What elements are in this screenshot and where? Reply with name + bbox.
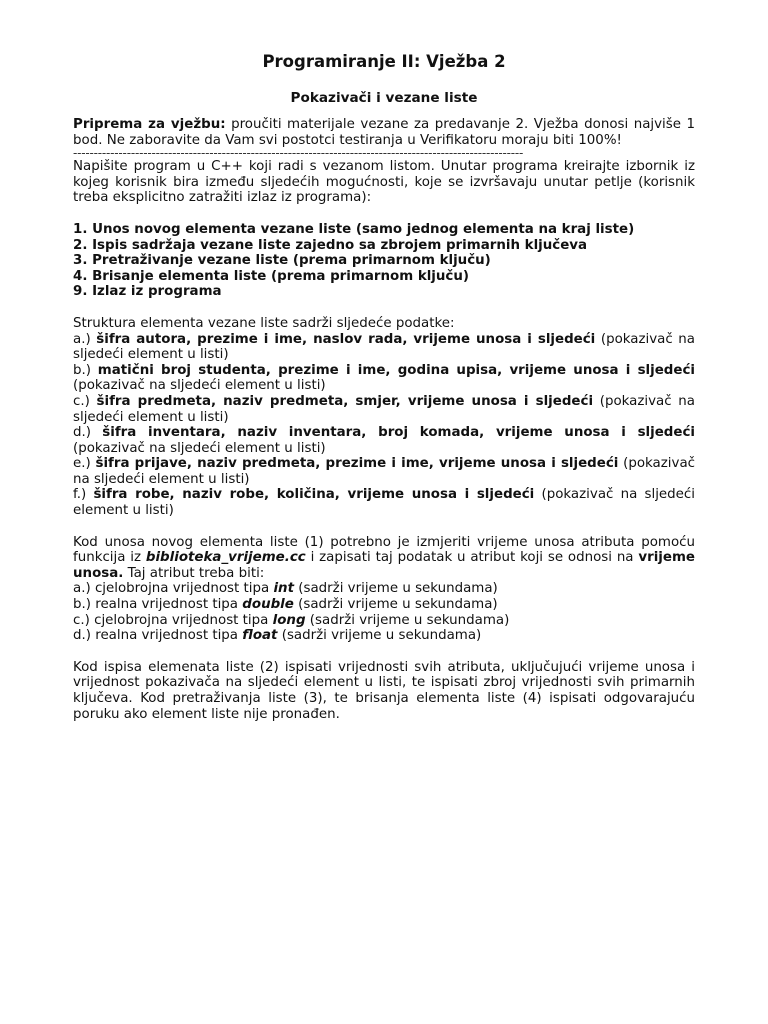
spacer	[73, 206, 695, 222]
type-variant: c.) cjelobrojna vrijednost tipa long (sadrži vrijeme u sekundama)	[73, 612, 510, 628]
preparation-label: Priprema za vježbu:	[73, 117, 226, 132]
type-variant: b.) realna vrijednost tipa double (sadrži vrijeme u sekundama)	[73, 597, 498, 613]
spacer	[73, 644, 695, 660]
type-variant: d.) realna vrijednost tipa float (sadrži vrijeme u sekundama)	[73, 628, 482, 644]
menu-option: 2. Ispis sadržaja vezane liste zajedno sa zbrojem primarnih ključeva	[73, 237, 588, 253]
page-title: Programiranje II: Vježba 2	[262, 52, 506, 71]
structure-intro: Struktura elementa vezane liste sadrži sljedeće podatke:	[73, 315, 455, 331]
menu-option: 9. Izlaz iz programa	[73, 284, 222, 300]
menu-option: 3. Pretraživanje vezane liste (prema primarnom ključu)	[73, 253, 491, 269]
output-requirements-paragraph: Kod ispisa elemenata liste (2) ispisati vrijednosti svih atributa, uključujući vrijeme unosa i vrijednost pokazivača na sljedeći element u listi, te ispisati zbroj vrijednosti svih primarnih ključeva. Kod pretraživanja liste (3), te brisanja elementa liste (4) ispisati odgovarajuću poruku ako element liste nije pronađen.	[73, 659, 695, 722]
menu-option: 4. Brisanje elementa liste (prema primarnom ključu)	[73, 268, 470, 284]
structure-variant: e.) šifra prijave, naziv predmeta, prezime i ime, vrijeme unosa i sljedeći (pokazivač na sljedeći element u listi)	[73, 456, 696, 487]
structure-variant: c.) šifra predmeta, naziv predmeta, smjer, vrijeme unosa i sljedeći (pokazivač na sljedeći element u listi)	[73, 393, 695, 425]
time-attribute-name: vrijeme unosa.	[73, 550, 695, 581]
structure-variant: a.) šifra autora, prezime i ime, naslov rada, vrijeme unosa i sljedeći (pokazivač na sljedeći element u listi)	[73, 331, 695, 363]
task-intro-paragraph: Napišite program u C++ koji radi s vezanom listom. Unutar programa kreirajte izbornik iz kojeg korisnik bira između sljedećih mogućnosti, koje se izvršavaju unutar petlje (korisnik treba eksplicitno zatražiti izlaz iz programa):	[73, 159, 695, 206]
structure-variant: d.) šifra inventara, naziv inventara, broj komada, vrijeme unosa i sljedeći (pokazivač na sljedeći element u listi)	[73, 425, 695, 456]
menu-options-list	[73, 222, 695, 300]
structure-variant: b.) matični broj studenta, prezime i ime, godina upisa, vrijeme unosa i sljedeći (pokazivač na sljedeći element u listi)	[73, 362, 695, 394]
library-name: biblioteka_vrijeme.cc	[145, 550, 306, 566]
type-variant: a.) cjelobrojna vrijednost tipa int (sadrži vrijeme u sekundama)	[73, 581, 498, 597]
separator-line: -------------------------------------------------------------------------------------------------------------	[73, 148, 524, 160]
structure-variant: f.) šifra robe, naziv robe, količina, vrijeme unosa i sljedeći (pokazivač na sljedeći element u listi)	[73, 487, 695, 519]
structure-variants-list	[73, 332, 695, 519]
preparation-text: proučiti materijale vezane za predavanje 2. Vježba donosi najviše 1 bod. Ne zaboravite da Vam svi postotci testiranja u Verifikatoru moraju biti 100%!	[73, 117, 696, 148]
spacer	[73, 300, 695, 316]
spacer	[73, 519, 695, 535]
menu-option: 1. Unos novog elementa vezane liste (samo jednog elementa na kraj liste)	[73, 221, 635, 237]
preparation-paragraph	[73, 117, 695, 148]
time-measure-paragraph: Kod unosa novog elementa liste (1) potrebno je izmjeriti vrijeme unosa atributa pomoću funkcija iz biblioteka_vrijeme.cc i zapisati taj podatak u atribut koji se odnosi na vrijeme unosa. Taj atribut treba biti:	[73, 534, 695, 581]
type-variants-list	[73, 581, 695, 643]
page-subtitle: Pokazivači i vezane liste	[290, 90, 478, 106]
